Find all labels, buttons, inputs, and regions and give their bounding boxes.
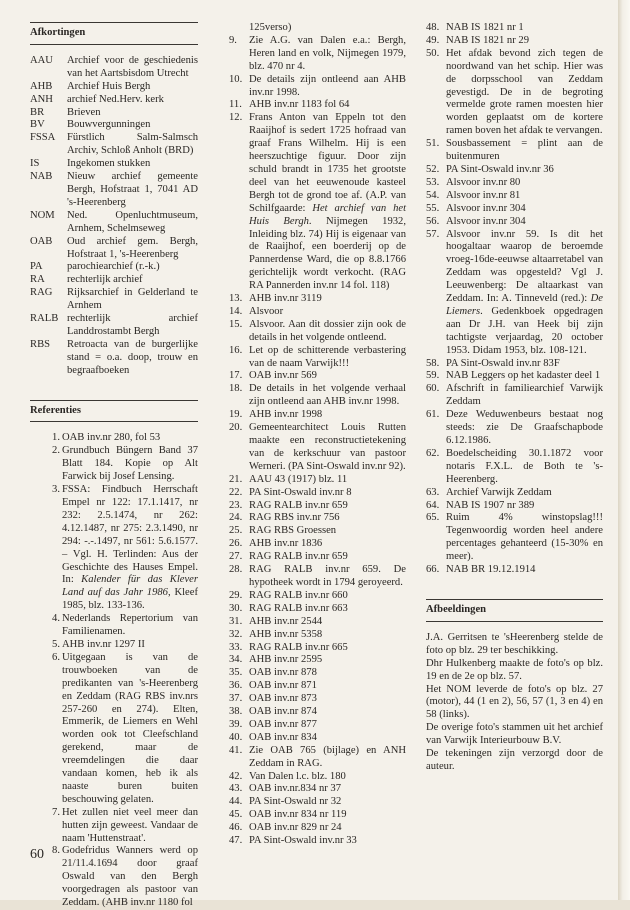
note-number: 20. [229, 422, 243, 434]
reference-note [40, 484, 198, 613]
note-number: 7. [52, 806, 60, 818]
reference-note [229, 112, 406, 293]
abbreviation-value: Archief voor de geschiedenis van het Aartsbisdom Utrecht [67, 54, 198, 79]
abbreviation-item [30, 158, 198, 171]
reference-note [229, 551, 406, 564]
abbreviation-value: Brieven [67, 106, 101, 118]
reference-note [229, 809, 406, 822]
note-number: 47. [229, 835, 243, 847]
abbreviation-value: archief Ned.Herv. kerk [67, 93, 164, 105]
note-text: OAB inv.nr 873 [249, 693, 317, 705]
note-number: 26. [229, 538, 243, 550]
note-number: 43. [229, 783, 243, 795]
abbreviation-key: AHB [30, 80, 53, 92]
reference-note [229, 383, 406, 409]
note-number: 5. [52, 638, 60, 650]
section-rule [30, 421, 198, 422]
note-text: OAB inv.nr 878 [249, 667, 317, 679]
note-number: 3. [52, 484, 60, 496]
reference-note [40, 639, 198, 652]
abbreviation-key: BR [30, 106, 45, 118]
note-text: Alsvoor [249, 305, 284, 317]
note-number: 13. [229, 293, 243, 305]
note-number: 65. [426, 512, 440, 524]
note-title-italic: Het archief van het Huis Bergh [249, 202, 407, 227]
reference-note [229, 590, 406, 603]
reference-note [229, 293, 406, 306]
note-text: RAG RBS Groessen [249, 525, 337, 537]
note-number: 34. [229, 654, 243, 666]
credit-paragraph: De tekeningen zijn verzorgd door de auteur. [426, 748, 603, 772]
note-text: De details in het volgende verhaal zijn ontleend aan AHB inv.nr 1998. [249, 383, 406, 408]
note-text: RAG RALB inv.nr 659 [249, 499, 348, 511]
column-middle [229, 22, 406, 848]
note-number: 50. [426, 47, 440, 59]
reference-note [229, 74, 406, 100]
reference-note [426, 177, 603, 190]
reference-note [229, 345, 406, 371]
note-text: De details zijn ontleend aan AHB inv.nr 1998. [249, 73, 406, 98]
note-number: 48. [426, 22, 440, 33]
note-number: 21. [229, 473, 243, 485]
reference-note [229, 835, 406, 848]
note-number: 45. [229, 809, 243, 821]
note-text: Alsvoor. Aan dit dossier zijn ook de details in het volgende ontleend. [249, 318, 406, 343]
abbreviation-key: IS [30, 158, 40, 170]
note-title-italic: Kalender für das Klever Land auf das Jahr 1986 [62, 574, 198, 599]
note-text: RAG RALB inv.nr 663 [249, 602, 348, 614]
abbreviation-item [30, 94, 198, 107]
abbreviation-item [30, 119, 198, 132]
note-number: 60. [426, 383, 440, 395]
abbreviation-item [30, 236, 198, 262]
note-text: AAU 43 (1917) blz. 11 [249, 473, 348, 485]
note-number: 40. [229, 731, 243, 743]
note-text: Alsvoor inv.nr 304 [446, 215, 526, 227]
note-number: 54. [426, 189, 440, 201]
note-number: 36. [229, 680, 243, 692]
credit-paragraph: De overige foto's stammen uit het archief van Varwijk Interieurbouw B.V. [426, 722, 603, 747]
reference-note [40, 845, 198, 910]
note-text: NAB Leggers op het kadaster deel 1 [446, 370, 601, 382]
abbreviation-item [30, 132, 198, 158]
note-text: PA Sint-Oswald inv.nr 33 [249, 835, 357, 847]
note-text: Zie OAB 765 (bijlage) en ANH Zeddam in RAG. [249, 744, 406, 769]
abbreviation-value: Archief Huis Bergh [67, 80, 151, 92]
references-list-col1 [40, 432, 198, 910]
note-number: 27. [229, 551, 243, 563]
note-text: AHB inv.nr 2595 [249, 654, 323, 666]
reference-note [229, 487, 406, 500]
note-number: 24. [229, 512, 243, 524]
illustrations-credits [426, 632, 603, 774]
abbreviation-key: PA [30, 261, 43, 273]
note-text-part: Frans Anton van Eppeln tot den Raaijhof is sedert 1725 hofraad van graaf Frans Wilhelm. Hij is een heerszuchtige figuur. Door zijn schuld brandt in 1735 het grootste deel van het eeuwenoude kasteel Bergh tot de grond toe af. (A.P. van Schilfgaarde: [249, 112, 406, 214]
note-number: 23. [229, 499, 243, 511]
note-text-part: Alsvoor inv.nr 59. Is dit het hoogaltaar waarop de beroemde vroeg-16de-eeuwse altaarretabel van Zeddam was opgesteld? Vgl J. Leeuwenberg: De altaarkast van Zeddam. In: A. Tinneveld (red.): [446, 228, 603, 305]
note-text: AHB inv.nr 1183 fol 64 [249, 99, 350, 111]
reference-note [229, 783, 406, 796]
reference-note [229, 667, 406, 680]
note-text-part: , Kleef 1985, blz. 133-136. [62, 587, 198, 612]
references-list-col3 [426, 22, 603, 577]
reference-note [426, 383, 603, 409]
abbreviation-value: rechterlijk archief [67, 274, 143, 286]
note-text [249, 112, 406, 293]
reference-note [229, 370, 406, 383]
note-text: AHB inv.nr 2544 [249, 615, 323, 627]
reference-note [426, 229, 603, 358]
abbreviation-item [30, 274, 198, 287]
note-text: Godefridus Wanners werd op 21/11.4.1694 door graaf Oswald van den Bergh voorgedragen als pastoor van Zeddam. (AHB inv.nr 1180 fol [62, 845, 198, 909]
note-number: 22. [229, 486, 243, 498]
reference-note [229, 422, 406, 474]
abbreviation-value: Retroacta van de burgerlijke stand = o.a. doop, trouw en begraafboeken [67, 338, 198, 376]
reference-note [229, 306, 406, 319]
note-number: 52. [426, 163, 440, 175]
note-continuation: 125verso) [249, 22, 292, 33]
abbreviation-item [30, 171, 198, 210]
column-right [426, 22, 603, 774]
section-rule [426, 621, 603, 622]
abbreviation-key: FSSA [30, 132, 56, 144]
abbreviation-key: RALB [30, 313, 59, 325]
note-text: NAB IS 1907 nr 389 [446, 499, 535, 511]
credit-paragraph: J.A. Gerritsen te 'sHeerenberg stelde de foto op blz. 29 ter beschikking. [426, 631, 603, 656]
note-number: 62. [426, 447, 440, 459]
reference-note [229, 538, 406, 551]
reference-note [229, 642, 406, 655]
note-number: 64. [426, 499, 440, 511]
reference-note [40, 445, 198, 484]
note-title-italic: De Liemers [446, 293, 603, 317]
reference-note [426, 190, 603, 203]
note-number: 49. [426, 34, 440, 46]
reference-note [229, 564, 406, 590]
note-number: 14. [229, 305, 243, 317]
section-rule [30, 44, 198, 45]
note-number: 57. [426, 228, 440, 240]
reference-note [426, 370, 603, 383]
note-text: Afschrift in familiearchief Varwijk Zeddam [446, 383, 603, 408]
reference-note [229, 319, 406, 345]
abbreviation-key: AAU [30, 54, 53, 66]
abbreviation-item [30, 55, 198, 81]
note-number: 29. [229, 589, 243, 601]
note-text: OAB inv.nr 834 [249, 731, 317, 743]
note-text: Let op de schitterende verbastering van de naam Varwijk!!! [249, 344, 406, 369]
reference-note [229, 409, 406, 422]
note-text: AHB inv.nr 1998 [249, 409, 323, 421]
reference-note [229, 706, 406, 719]
abbreviation-item [30, 261, 198, 274]
note-number: 58. [426, 357, 440, 369]
abbreviation-key: NOM [30, 209, 55, 221]
reference-note [40, 807, 198, 846]
reference-note [229, 35, 406, 74]
note-text: OAB inv.nr 874 [249, 706, 317, 718]
note-text: Uitgegaan is van de trouwboeken van de predikanten van 's-Heerenberg en Zeddam (RAG RBS inv.nrs 257-260 en 274). Elten, Emmerik, de Liemers en Wehl worden ook tot Cleefschland gerekend, maar de vreemdelingen die daar vandaan komen, heb ik als naaste buren buiten beschouwing gelaten. [62, 651, 198, 805]
reference-note [426, 487, 603, 500]
note-text: Nederlands Repertorium van Familienamen. [62, 613, 198, 638]
abbreviation-item [30, 81, 198, 94]
reference-note [229, 771, 406, 784]
reference-note [229, 603, 406, 616]
note-text: PA Sint-Oswald inv.nr 36 [446, 163, 554, 175]
note-text: OAB inv.nr 834 nr 119 [249, 809, 347, 821]
note-text: Boedelscheiding 30.1.1872 voor notaris F.X.L. de Both te 's-Heerenberg. [446, 447, 603, 485]
note-number: 42. [229, 770, 243, 782]
abbreviation-key: OAB [30, 235, 53, 247]
reference-note [229, 680, 406, 693]
note-text: Alsvoor inv.nr 304 [446, 202, 526, 214]
reference-note [426, 448, 603, 487]
note-number: 19. [229, 409, 243, 421]
note-text: Sousbassement = plint aan de buitenmuren [446, 138, 603, 163]
note-number: 10. [229, 73, 243, 85]
reference-note [426, 203, 603, 216]
abbreviation-value: Bouwvergunningen [67, 119, 151, 131]
note-text: Zie A.G. van Dalen e.a.: Bergh, Heren land en volk, Nijmegen 1979, blz. 470 nr 4. [249, 34, 406, 72]
abbreviation-key: NAB [30, 171, 53, 183]
reference-note [229, 796, 406, 809]
note-number: 30. [229, 602, 243, 614]
reference-note [229, 629, 406, 642]
note-text: RAG RALB inv.nr 659. De hypotheek wordt in 1794 geroyeerd. [249, 564, 406, 588]
note-number: 9. [229, 34, 237, 46]
note-text: RAG RALB inv.nr 659 [249, 551, 348, 563]
note-number: 12. [229, 112, 243, 124]
note-text-part: FSSA: Findbuch Herrschaft Empel nr 122: 17.1.1417, nr 232: 2.5.1474, nr 262: 4.12.1487, nr 275: 2.3.1490, nr 294: -.-.1497, nr 561: 5.6.1577. – Vgl. H. Terlinden: Aus der Geschichte des Hauses Empel. In: [62, 484, 198, 586]
note-text: AHB inv.nr 1836 [249, 538, 323, 550]
note-number: 25. [229, 525, 243, 537]
abbreviation-value: Oud archief gem. Bergh, Hofstraat 1, 's-Heerenberg [67, 235, 198, 260]
note-number: 28. [229, 564, 243, 576]
abbreviation-key: RBS [30, 338, 51, 350]
abbreviation-key: RAG [30, 287, 53, 299]
note-text: RAG RBS inv.nr 756 [249, 512, 340, 524]
note-text-part: . Nijmegen 1932, Inleiding blz. 74) Hij is eigenaar van de Raaijhof, een boerderij op de Pannerdense Ward, die op 8.8.1766 gerichtelijk wordt verkocht. (RAG RA Pannerden inv.nr 14 fol. 118) [249, 215, 406, 292]
reference-note [229, 732, 406, 745]
note-number: 4. [52, 613, 60, 625]
note-number: 56. [426, 215, 440, 227]
reference-note [229, 654, 406, 667]
reference-note [229, 99, 406, 112]
credit-paragraph: Dhr Hulkenberg maakte de foto's op blz. 19 en de 2e op blz. 57. [426, 657, 603, 682]
reference-note [40, 432, 198, 445]
note-text: OAB inv.nr 871 [249, 680, 317, 692]
note-number: 46. [229, 822, 243, 834]
note-number: 51. [426, 138, 440, 150]
note-number: 31. [229, 615, 243, 627]
abbreviation-item [30, 287, 198, 313]
reference-note [40, 613, 198, 639]
note-text: Deze Weduwenbeurs bestaat nog steeds: zie De Graafschapbode 6.12.1986. [446, 409, 603, 446]
note-text: OAB inv.nr 829 nr 24 [249, 822, 342, 834]
note-text: NAB IS 1821 nr 29 [446, 34, 529, 46]
reference-note [426, 138, 603, 164]
reference-note [229, 822, 406, 835]
column-left [30, 22, 198, 910]
reference-note [40, 652, 198, 807]
reference-note [426, 409, 603, 448]
note-text [62, 484, 198, 613]
note-text: Van Dalen l.c. blz. 180 [249, 770, 346, 782]
note-text: AHB inv.nr 3119 [249, 293, 322, 305]
note-text: NAB IS 1821 nr 1 [446, 22, 524, 33]
note-text: AHB inv.nr 5358 [249, 628, 323, 640]
note-number: 38. [229, 706, 243, 718]
note-number: 39. [229, 718, 243, 730]
note-number: 41. [229, 744, 243, 756]
abbreviation-item [30, 313, 198, 339]
reference-note [229, 616, 406, 629]
note-text: OAB inv.nr 877 [249, 718, 317, 730]
note-text: Gemeentearchitect Louis Rutten maakte een reconstructietekening van de kerkschuur van pastoor Werneri. (PA Sint-Oswald inv.nr 92). [249, 422, 406, 472]
note-text: Het afdak bevond zich tegen de noordwand van het schip. Hier was de dorpsschool van Zeddam gevestigd. De in de begroting vermelde grote ramen moesten hier worden geplaatst om de kortere ramen boven het afdak te vervangen. [446, 47, 603, 137]
note-text: RAG RALB inv.nr 660 [249, 589, 348, 601]
abbreviation-value: Ned. Openluchtmuseum, Arnhem, Schelmseweg [67, 209, 198, 234]
note-text: Ruim 4% winstopslag!!! Tegenwoordig worden heel andere percentages gehanteerd (15-30% en meer). [446, 512, 603, 563]
abbreviation-value: Ingekomen stukken [67, 158, 151, 170]
note-text: Alsvoor inv.nr 81 [446, 189, 521, 201]
note-number: 53. [426, 176, 440, 188]
note-number: 63. [426, 486, 440, 498]
note-number: 11. [229, 99, 242, 111]
note-text: AHB inv.nr 1297 II [62, 638, 145, 650]
abbreviation-value: Nieuw archief gemeente Bergh, Hofstraat 1, 7041 AD 's-Heerenberg [67, 171, 198, 208]
references-heading: Referenties [30, 404, 81, 416]
reference-note [426, 48, 603, 138]
note-text: OAB inv.nr.834 nr 37 [249, 783, 342, 795]
note-text: PA Sint-Oswald inv.nr 8 [249, 486, 352, 498]
page-edge [618, 0, 630, 900]
reference-note [229, 500, 406, 513]
note-number: 6. [52, 651, 60, 663]
page-number: 60 [30, 847, 44, 862]
note-text: OAB inv.nr 569 [249, 370, 317, 382]
abbreviations-heading: Afkortingen [30, 27, 86, 38]
note-number: 59. [426, 370, 440, 382]
reference-note [229, 693, 406, 706]
abbreviation-value: rechterlijk archief Landdrostambt Bergh [67, 313, 198, 337]
reference-note [426, 164, 603, 177]
note-number: 33. [229, 641, 243, 653]
note-text: PA Sint-Oswald inv.nr 83F [446, 357, 560, 369]
reference-note [426, 216, 603, 229]
abbreviation-item [30, 210, 198, 236]
note-text: Alsvoor inv.nr 80 [446, 176, 521, 188]
abbreviation-key: BV [30, 119, 45, 131]
illustrations-heading: Afbeeldingen [426, 603, 487, 615]
note-text: OAB inv.nr 280, fol 53 [62, 432, 161, 444]
note-text: Archief Varwijk Zeddam [446, 486, 552, 498]
reference-note [229, 474, 406, 487]
abbreviation-item [30, 339, 198, 378]
reference-note [426, 35, 603, 48]
abbreviation-key: RA [30, 274, 45, 286]
note-number: 17. [229, 370, 243, 382]
reference-note [426, 500, 603, 513]
abbreviation-item [30, 107, 198, 120]
abbreviation-value: Fürstlich Salm-Salmsch Archiv, Schloß Anholt (BRD) [67, 132, 198, 157]
note-number: 16. [229, 344, 243, 356]
reference-note [229, 745, 406, 771]
reference-note [426, 358, 603, 371]
credit-paragraph: Het NOM leverde de foto's op blz. 27 (motor), 44 (1 en 2), 56, 57 (1, 3 en 4) en 58 (links). [426, 683, 603, 721]
reference-note [229, 719, 406, 732]
reference-note [229, 525, 406, 538]
note-number: 35. [229, 667, 243, 679]
note-number: 66. [426, 564, 440, 576]
reference-note [229, 512, 406, 525]
note-text: NAB BR 19.12.1914 [446, 564, 536, 576]
note-number: 8. [52, 845, 60, 857]
reference-note [426, 564, 603, 577]
note-number: 15. [229, 318, 243, 330]
reference-note [426, 22, 603, 35]
note-text: Grundbuch Büngern Band 37 Blatt 184. Kopie op Alt Farwick bij Josef Lensing. [62, 445, 198, 483]
note-text: Het zullen niet veel meer dan hutten zijn geweest. Vandaar de naam 'Huttenstraat'. [62, 806, 198, 844]
abbreviations-list [30, 55, 198, 378]
note-text-part: . Gedenkboek opgedragen aan Dr J.H. van Heek bij zijn tachtigste verjaardag, 20 october 1953. Didam 1953, blz. 108-121. [446, 305, 603, 356]
reference-note [426, 512, 603, 564]
note-number: 37. [229, 693, 243, 705]
note-number: 1. [52, 432, 60, 444]
note-text [446, 229, 603, 358]
note-text: RAG RALB inv.nr 665 [249, 641, 348, 653]
abbreviation-value: parochiearchief (r.-k.) [67, 261, 160, 273]
note-number: 61. [426, 409, 440, 421]
note-number: 18. [229, 383, 243, 395]
references-list-col2 [229, 35, 406, 848]
note-number: 55. [426, 202, 440, 214]
note-text: PA Sint-Oswald nr 32 [249, 796, 342, 808]
note-number: 44. [229, 796, 243, 808]
abbreviation-value: Rijksarchief in Gelderland te Arnhem [67, 287, 198, 312]
abbreviation-key: ANH [30, 93, 53, 105]
note-number: 32. [229, 628, 243, 640]
note-number: 2. [52, 445, 60, 457]
